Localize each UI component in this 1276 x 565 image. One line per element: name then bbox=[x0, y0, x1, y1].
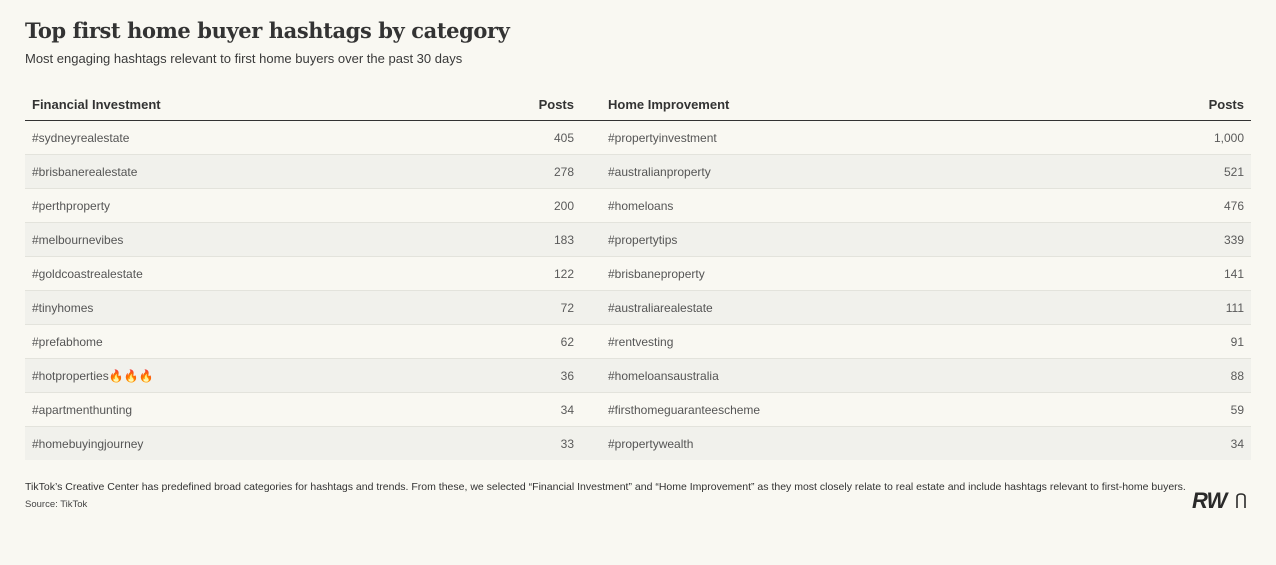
home-hashtag: #homeloans bbox=[601, 189, 1111, 223]
chart-subtitle: Most engaging hashtags relevant to first home buyers over the past 30 days bbox=[25, 51, 463, 66]
financial-investment-header: Financial Investment bbox=[25, 89, 441, 121]
home-posts: 521 bbox=[1111, 155, 1251, 189]
home-hashtag: #propertytips bbox=[601, 223, 1111, 257]
home-hashtag: #brisbaneproperty bbox=[601, 257, 1111, 291]
rwn-logo-icon bbox=[1192, 486, 1252, 514]
financial-hashtag: #apartmenthunting bbox=[25, 393, 441, 427]
financial-posts: 183 bbox=[441, 223, 581, 257]
table-body bbox=[25, 121, 1251, 461]
home-posts: 339 bbox=[1111, 223, 1251, 257]
home-hashtag: #propertyinvestment bbox=[601, 121, 1111, 155]
column-gap bbox=[581, 223, 601, 257]
footnote: TikTok’s Creative Center has predefined broad categories for hashtags and trends. From these, we selected “Financial Investment” and “Home Improvement” as they most closely relate to real estate and include hashtags relevant to first-home buyers. bbox=[25, 481, 1186, 493]
table-row bbox=[25, 393, 1251, 427]
home-hashtag: #propertywealth bbox=[601, 427, 1111, 461]
column-gap bbox=[581, 291, 601, 325]
financial-hashtag: #homebuyingjourney bbox=[25, 427, 441, 461]
column-gap bbox=[581, 393, 601, 427]
source-note: Source: TikTok bbox=[25, 499, 88, 510]
financial-hashtag: #sydneyrealestate bbox=[25, 121, 441, 155]
financial-posts: 278 bbox=[441, 155, 581, 189]
column-gap bbox=[581, 359, 601, 393]
financial-hashtag: #perthproperty bbox=[25, 189, 441, 223]
hashtag-table bbox=[25, 89, 1251, 460]
home-hashtag: #australianproperty bbox=[601, 155, 1111, 189]
home-posts: 1,000 bbox=[1111, 121, 1251, 155]
home-posts: 59 bbox=[1111, 393, 1251, 427]
financial-posts: 33 bbox=[441, 427, 581, 461]
table-row bbox=[25, 325, 1251, 359]
table-row bbox=[25, 291, 1251, 325]
financial-hashtag: #hotproperties🔥🔥🔥 bbox=[25, 359, 441, 393]
home-improvement-header: Home Improvement bbox=[601, 89, 1111, 121]
financial-hashtag: #goldcoastrealestate bbox=[25, 257, 441, 291]
table-header-row bbox=[25, 89, 1251, 121]
home-posts: 88 bbox=[1111, 359, 1251, 393]
home-posts: 141 bbox=[1111, 257, 1251, 291]
table-row bbox=[25, 359, 1251, 393]
financial-posts: 36 bbox=[441, 359, 581, 393]
financial-posts-header: Posts bbox=[441, 89, 581, 121]
financial-posts: 405 bbox=[441, 121, 581, 155]
table-row bbox=[25, 223, 1251, 257]
chart-title: Top first home buyer hashtags by category bbox=[25, 18, 510, 43]
column-gap bbox=[581, 155, 601, 189]
financial-posts: 34 bbox=[441, 393, 581, 427]
column-gap bbox=[581, 427, 601, 461]
table-row bbox=[25, 155, 1251, 189]
home-posts-header: Posts bbox=[1111, 89, 1251, 121]
financial-posts: 200 bbox=[441, 189, 581, 223]
home-posts: 91 bbox=[1111, 325, 1251, 359]
financial-hashtag: #prefabhome bbox=[25, 325, 441, 359]
table-row bbox=[25, 257, 1251, 291]
svg-text:RW: RW bbox=[1192, 488, 1227, 513]
home-posts: 111 bbox=[1111, 291, 1251, 325]
column-gap bbox=[581, 121, 601, 155]
table-row bbox=[25, 121, 1251, 155]
financial-posts: 62 bbox=[441, 325, 581, 359]
home-hashtag: #australiarealestate bbox=[601, 291, 1111, 325]
home-hashtag: #firsthomeguaranteescheme bbox=[601, 393, 1111, 427]
table-row bbox=[25, 189, 1251, 223]
home-hashtag: #rentvesting bbox=[601, 325, 1111, 359]
home-posts: 476 bbox=[1111, 189, 1251, 223]
column-gap bbox=[581, 257, 601, 291]
column-gap bbox=[581, 325, 601, 359]
financial-posts: 122 bbox=[441, 257, 581, 291]
financial-posts: 72 bbox=[441, 291, 581, 325]
financial-hashtag: #melbournevibes bbox=[25, 223, 441, 257]
home-posts: 34 bbox=[1111, 427, 1251, 461]
home-hashtag: #homeloansaustralia bbox=[601, 359, 1111, 393]
financial-hashtag: #brisbanerealestate bbox=[25, 155, 441, 189]
financial-hashtag: #tinyhomes bbox=[25, 291, 441, 325]
column-gap bbox=[581, 89, 601, 121]
column-gap bbox=[581, 189, 601, 223]
table-row bbox=[25, 427, 1251, 461]
